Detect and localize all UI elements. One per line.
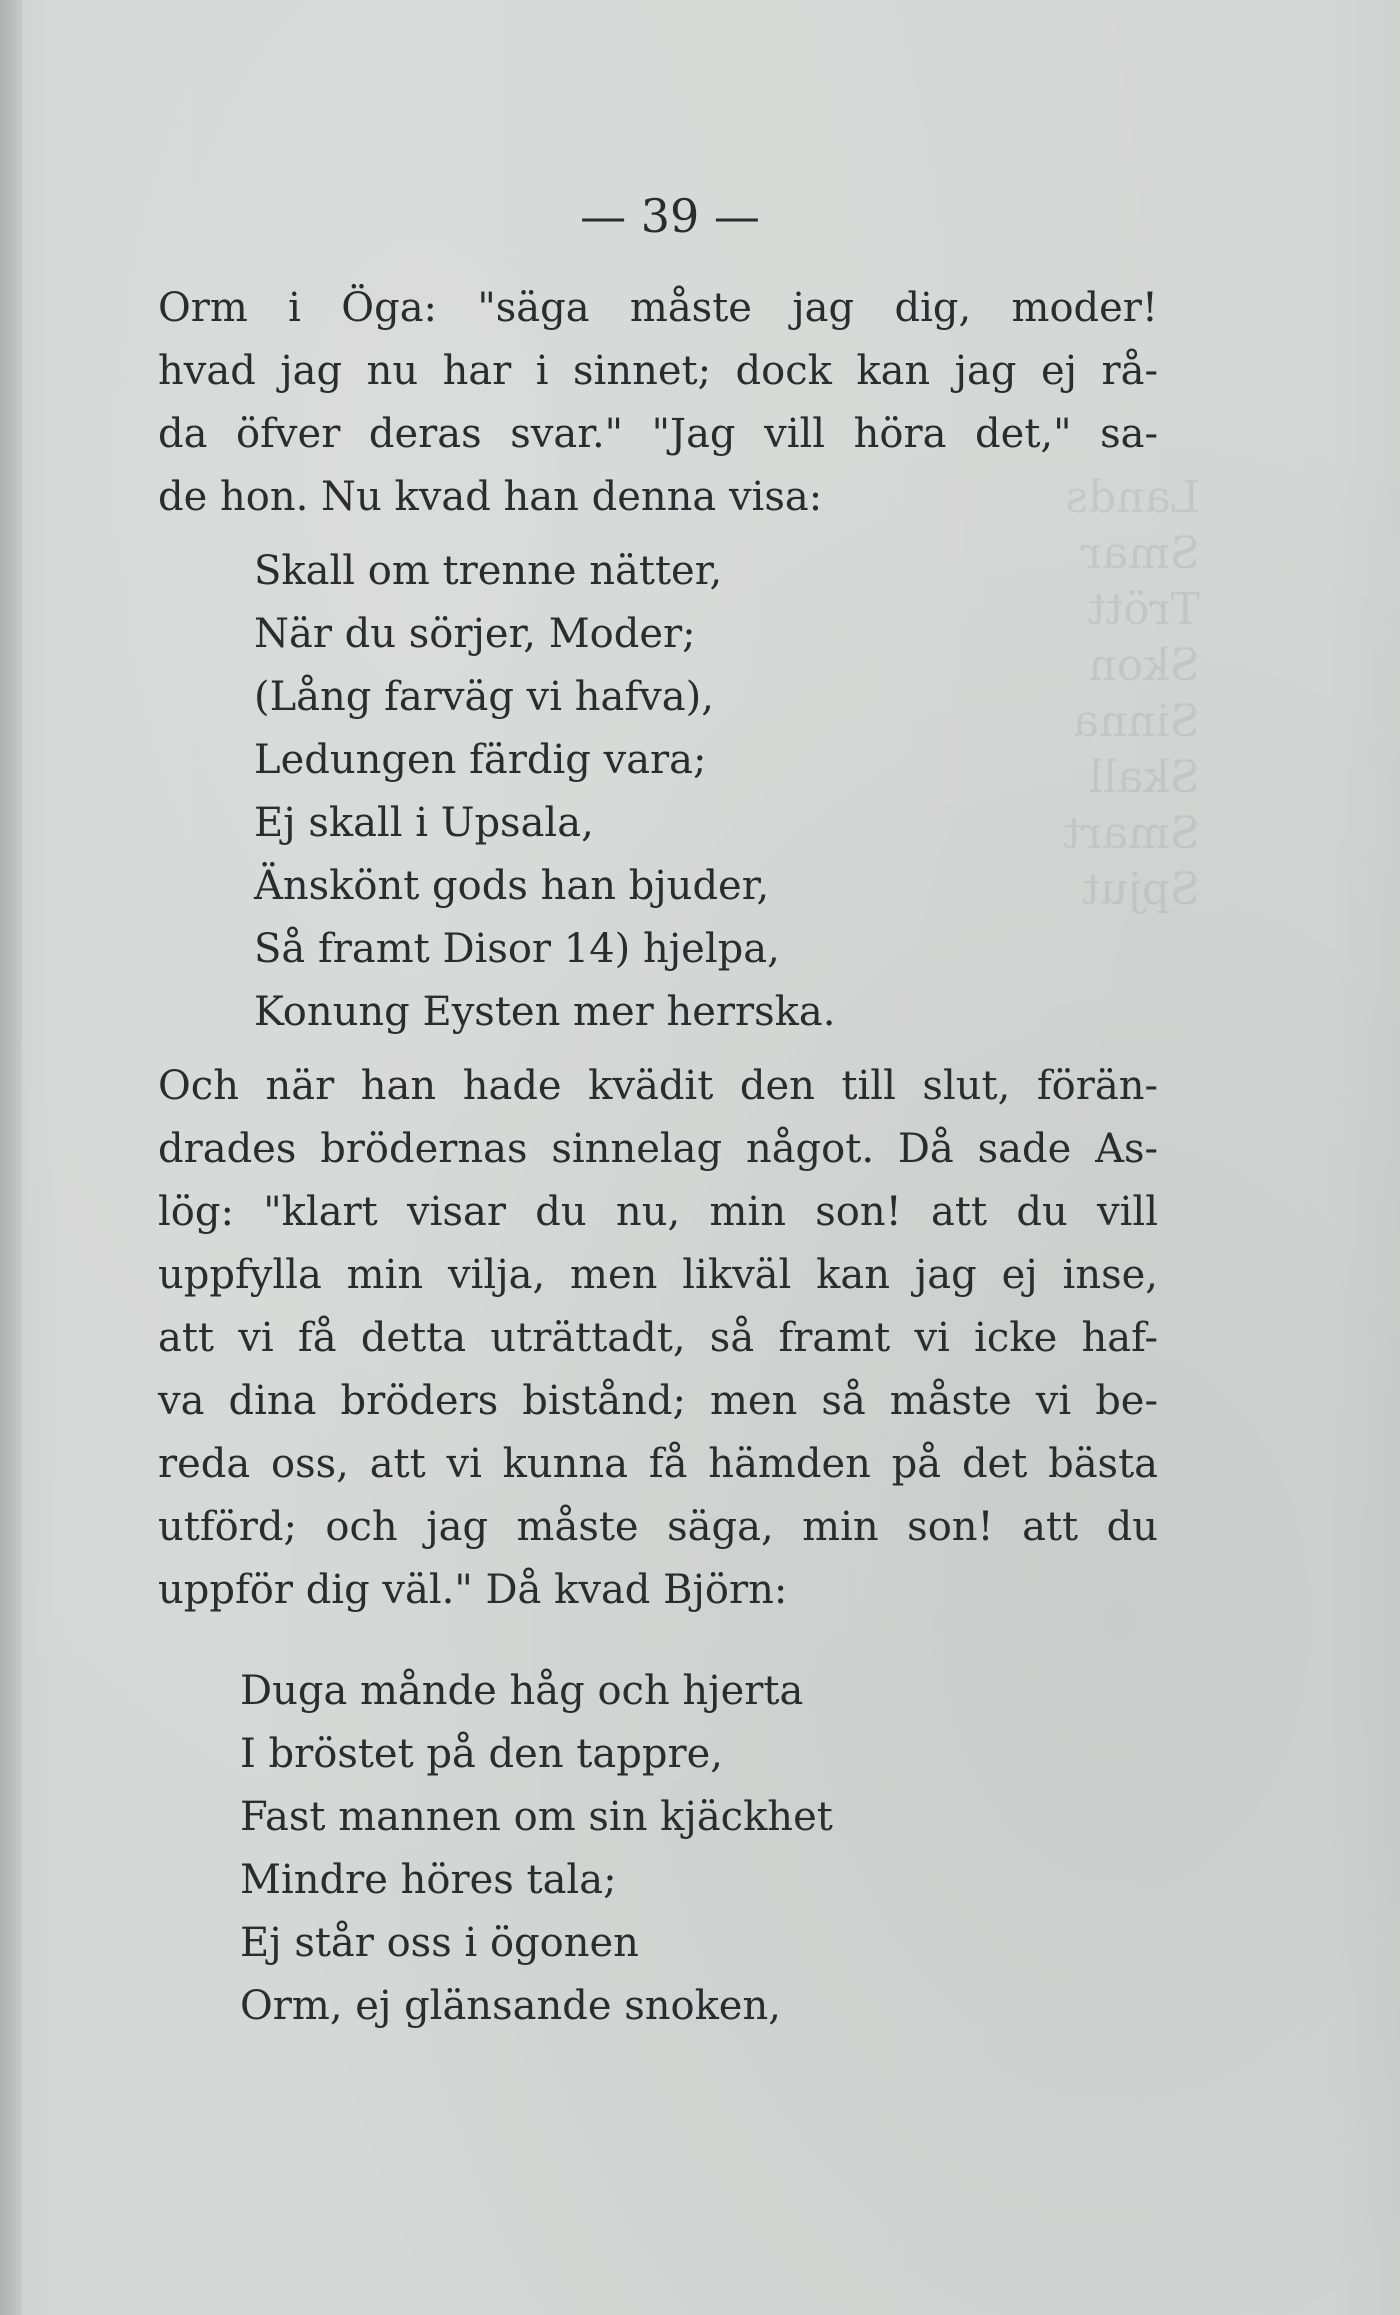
verse-line: Ej står oss i ögonen [240, 1920, 639, 1966]
verse-line: När du sörjer, Moder; [254, 611, 696, 657]
verse-line: I bröstet på den tappre, [240, 1731, 723, 1777]
verse-line: Skall om trenne nätter, [254, 548, 723, 594]
text-line: de hon. Nu kvad han denna visa: [158, 474, 823, 520]
verse-2 [240, 1660, 833, 2038]
verse-line: Mindre höres tala; [240, 1857, 617, 1903]
bleed-through-texture: Lands Smar Trött Skon Sinna Skall Smart Spjut [1063, 472, 1200, 915]
verse-line: Så framt Disor 14) hjelpa, [254, 926, 780, 972]
text-line: va dina bröders bistånd; men så måste vi be- [158, 1378, 1158, 1424]
text-line: lög: "klart visar du nu, min son! att du vill [158, 1189, 1158, 1235]
verse-line: (Lång farväg vi hafva), [254, 674, 714, 720]
verse-line: Fast mannen om sin kjäckhet [240, 1794, 833, 1840]
verse-line: Orm, ej glänsande snoken, [240, 1983, 781, 2029]
text-line: uppför dig väl." Då kvad Björn: [158, 1567, 788, 1613]
text-line: drades brödernas sinnelag något. Då sade As- [158, 1126, 1158, 1172]
text-line: reda oss, att vi kunna få hämden på det bästa [158, 1441, 1158, 1487]
text-line: Orm i Öga: "säga måste jag dig, moder! [158, 285, 1158, 331]
verse-line: Ledungen färdig vara; [254, 737, 707, 783]
paragraph-2 [158, 1055, 1158, 1622]
binding-gutter [0, 0, 22, 2315]
text-line: utförd; och jag måste säga, min son! att du [158, 1504, 1158, 1550]
text-line: Och när han hade kvädit den till slut, förän- [158, 1063, 1158, 1109]
text-line: uppfylla min vilja, men likväl kan jag ej inse, [158, 1252, 1158, 1298]
verse-1 [254, 540, 835, 1044]
text-line: att vi få detta uträttadt, så framt vi icke haf- [158, 1315, 1158, 1361]
text-line: hvad jag nu har i sinnet; dock kan jag ej rå- [158, 348, 1158, 394]
verse-line: Duga månde håg och hjerta [240, 1668, 804, 1714]
verse-line: Ej skall i Upsala, [254, 800, 594, 846]
running-head: — 39 — [580, 189, 760, 243]
verse-line: Konung Eysten mer herrska. [254, 989, 836, 1035]
text-line: da öfver deras svar." "Jag vill höra det," sa- [158, 411, 1158, 457]
verse-line: Änskönt gods han bjuder, [254, 863, 770, 909]
paragraph-1 [158, 277, 1158, 529]
